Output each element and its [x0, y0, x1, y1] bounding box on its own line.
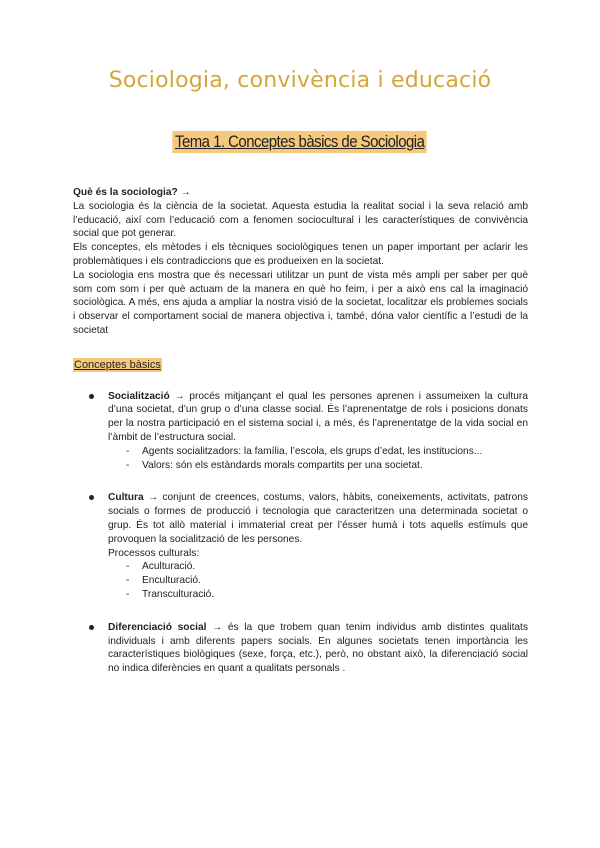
page-title: Sociologia, convivència i educació [108, 68, 492, 93]
concept-sublist [108, 560, 528, 601]
concepts-list [73, 390, 528, 676]
topic-heading [0, 131, 600, 153]
concept-term: Diferenciació social [108, 621, 207, 633]
topic-heading-text: Tema 1. Conceptes bàsics de Sociologia [173, 131, 428, 153]
intro-paragraph-3: La sociologia ens mostra que és necessari utilitzar un punt de vista més ampli per saber per què som com som i per què actuam de la manera en què ho feim, i per a això ens cal la imaginació sociològica. A més, ens ajuda a ampliar la nostra visió de la societat, localitzar els problemes socials i observar el comportament social de manera objectiva i, també, dóna valor científic a l’estudi de la societat [73, 269, 528, 336]
sublist-item: - Enculturació. [126, 574, 528, 588]
sublist-item: - Aculturació. [126, 560, 528, 574]
concept-item-socialitzacio [108, 390, 528, 473]
section-heading-text: Conceptes bàsics [74, 358, 161, 371]
bullet-dot-icon [89, 495, 94, 500]
document-body [73, 186, 528, 695]
concept-sublist [108, 445, 528, 473]
intro-question: Què és la sociologia? → [73, 187, 191, 198]
concept-item-diferenciacio [108, 621, 528, 676]
concept-definition: → procés mitjançant el qual les persones aprenen i assumeixen la cultura d’una societat, d’un grup o d’una classe social. És l’aprenentatge de rols i posicions donats per la nostra participació en el sistema social i, a més, és l’aprenentatge de la vida social en l’àmbit de l’estructura social. [108, 390, 528, 443]
sublist-item: - Valors: són els estàndards morals compartits per una societat. [126, 459, 528, 473]
sublist-item: - Transculturació. [126, 588, 528, 602]
concept-item-cultura [108, 491, 528, 601]
section-heading [73, 359, 528, 373]
cultural-processes-label: Processos culturals: [108, 547, 200, 559]
concept-definition: → és la que trobem quan tenim individus amb distintes qualitats individuals i amb diferents papers socials. En algunes societats tenen importància les característiques biològiques (sexe, força, etc.), però, no obstant això, la diferenciació social no indica diferències en quant a qualitats personals . [108, 621, 528, 675]
intro-paragraph-1: La sociologia és la ciència de la societat. Aquesta estudia la realitat social i la seva relació amb l’educació, així com l’educació com a fenomen sociocultural i les característiques de convivència social que pot generar. [73, 200, 528, 240]
sublist-item: - Agents socialitzadors: la família, l’escola, els grups d’edat, les institucions... [126, 445, 528, 459]
concept-term: Cultura [108, 492, 144, 504]
bullet-dot-icon [89, 625, 94, 630]
concept-term: Socialització [108, 390, 170, 402]
concept-definition: → conjunt de creences, costums, valors, hàbits, coneixements, activitats, patrons socials o formes de producció i tecnologia que caracteritzen una determinada societat o grup. És tot allò material i immaterial creat per l’ésser humà i tots aquells estímuls que provoquen la socialització de les persones. [108, 492, 528, 545]
intro-paragraph-2: Els conceptes, els mètodes i els tècniques sociològiques tenen un paper important per aclarir les problemàtiques i els contradiccions que es produeixen en la societat. [73, 242, 528, 267]
bullet-dot-icon [89, 394, 94, 399]
